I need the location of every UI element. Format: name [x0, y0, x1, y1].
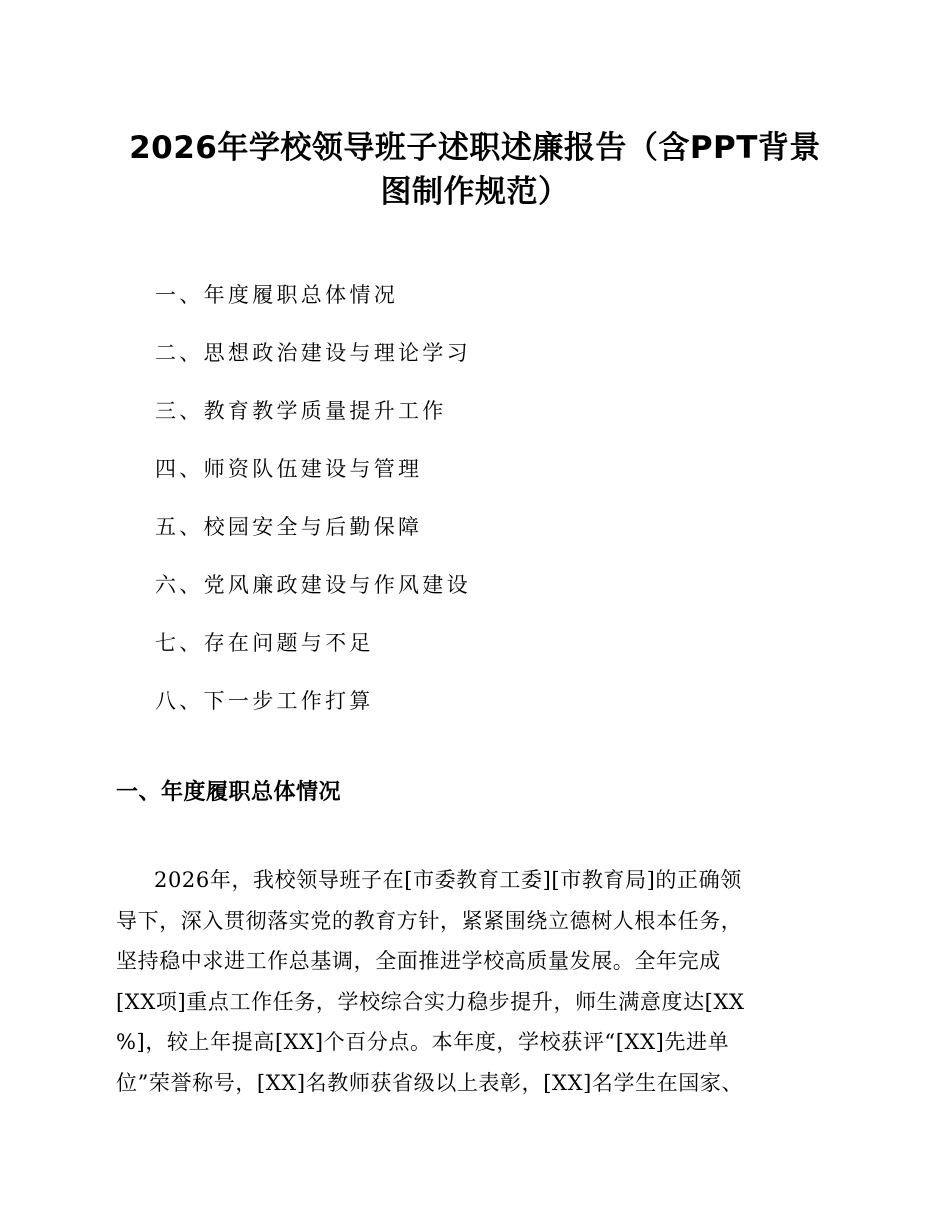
paragraph-line: 2026年，我校领导班子在[市委教育工委][市教育局]的正确领	[154, 868, 742, 892]
toc-item: 八、下一步工作打算	[155, 689, 374, 713]
toc-item: 二、思想政治建设与理论学习	[155, 341, 471, 365]
paragraph-line: 位”荣誉称号，[XX]名教师获省级以上表彰，[XX]名学生在国家、	[116, 1070, 744, 1095]
table-of-contents	[155, 266, 471, 730]
toc-item: 四、师资队伍建设与管理	[155, 457, 423, 481]
toc-item: 一、年度履职总体情况	[155, 283, 398, 307]
paragraph-line: [XX项]重点工作任务，学校综合实力稳步提升，师生满意度达[XX	[116, 989, 745, 1014]
toc-item: 三、教育教学质量提升工作	[155, 399, 447, 423]
paragraph-line: 坚持稳中求进工作总基调，全面推进学校高质量发展。全年完成	[116, 949, 721, 974]
toc-item: 六、党风廉政建设与作风建设	[155, 573, 471, 597]
paragraph-line: %]，较上年提高[XX]个百分点。本年度，学校获评“[XX]先进单	[116, 1030, 730, 1055]
paragraph-line: 导下，深入贯彻落实党的教育方针，紧紧围绕立德树人根本任务，	[116, 908, 743, 933]
section-heading: 一、年度履职总体情况	[116, 780, 342, 805]
toc-item: 五、校园安全与后勤保障	[155, 515, 423, 539]
document-title	[100, 126, 850, 214]
toc-item: 七、存在问题与不足	[155, 631, 374, 655]
document-title-line-1: 2026年学校领导班子述职述廉报告（含PPT背景	[129, 130, 821, 166]
document-title-line-2: 图制作规范）	[380, 174, 570, 210]
section-body-paragraph	[116, 860, 836, 1104]
